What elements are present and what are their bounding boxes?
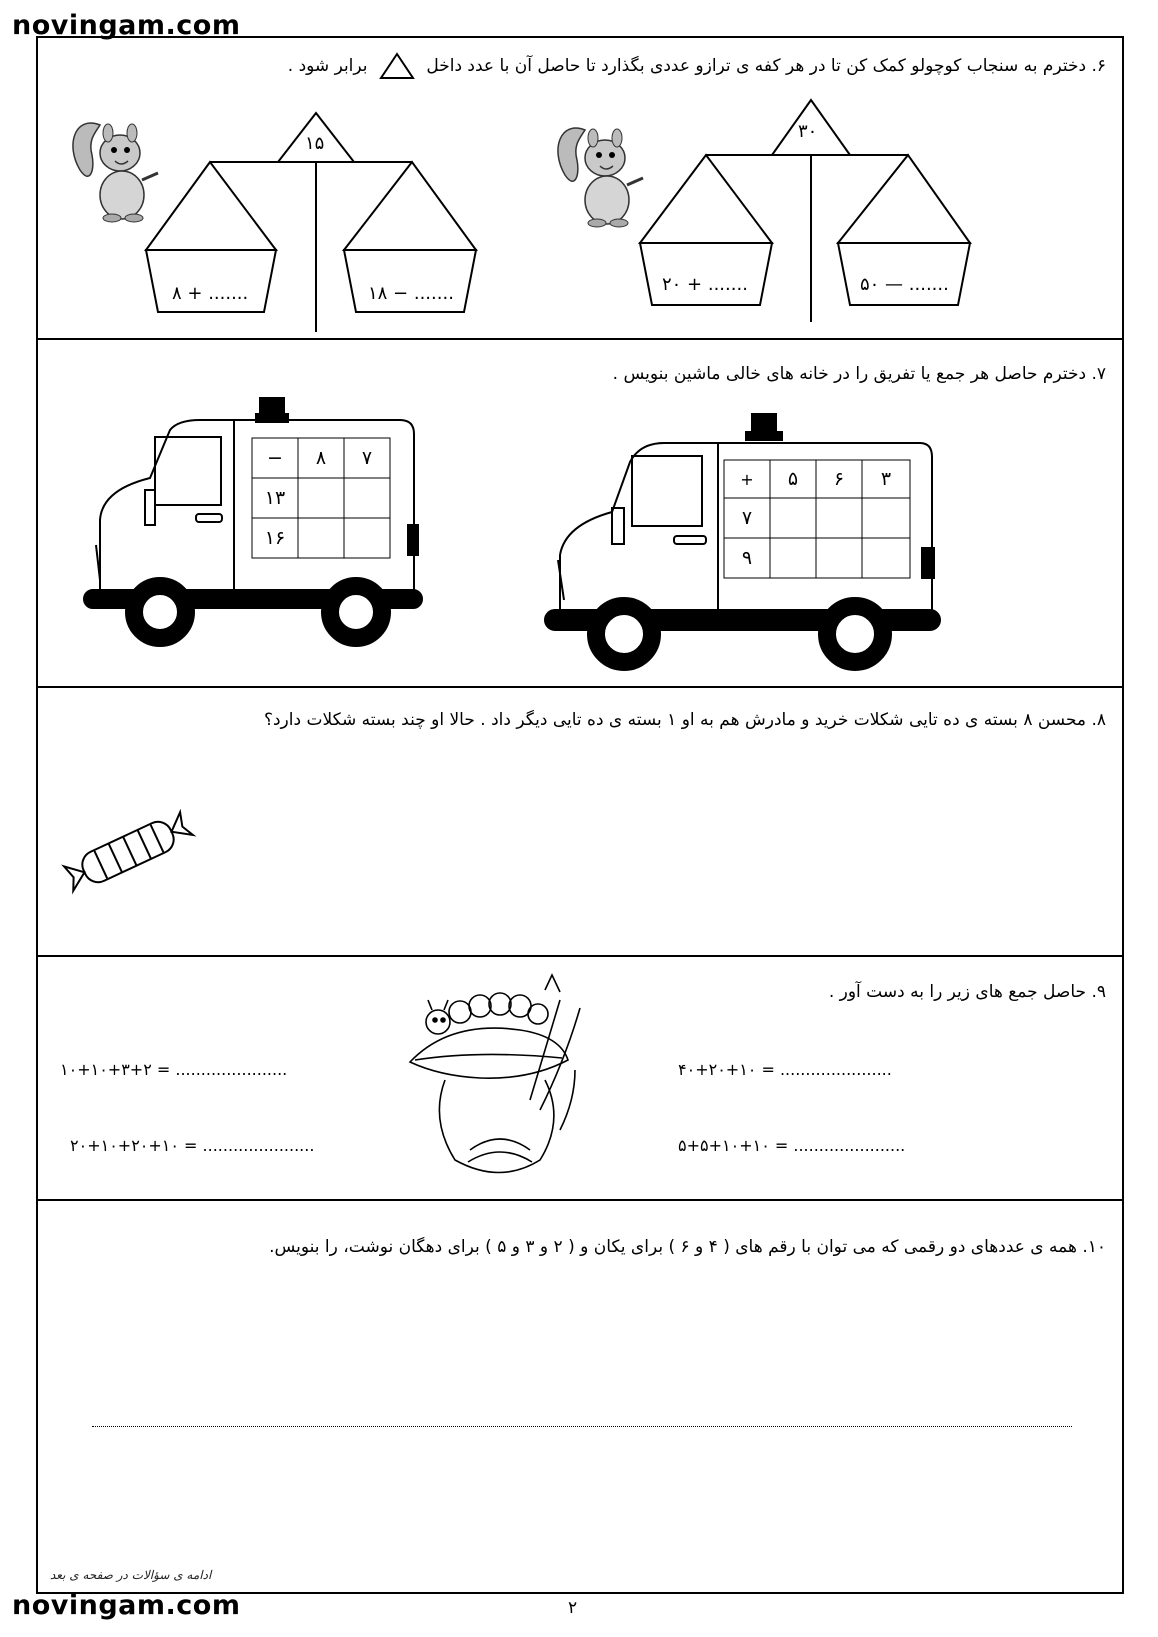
question-9-text: ۹. حاصل جمع های زیر را به دست آور .: [828, 982, 1106, 1002]
equation-2: ۱۰+۱۰+۳+۲ = ......................: [60, 1060, 288, 1079]
equation-1: ۴۰+۲۰+۱۰ = ......................: [678, 1060, 892, 1079]
truck-right-header-cell: ۶: [833, 468, 845, 490]
truck-left-operator: −: [267, 447, 283, 469]
equation-3: ۵+۵+۱۰+۱۰ = ......................: [678, 1136, 906, 1155]
question-7-text: ۷. دخترم حاصل هر جمع یا تفریق را در خانه های خالی ماشین بنویس .: [612, 364, 1106, 384]
scale-left-pan-1: ۸ + .......: [172, 283, 249, 304]
equation-4: ۲۰+۱۰+۲۰+۱۰ = ......................: [70, 1136, 315, 1155]
scale-right-pan-2: ۵۰ — .......: [860, 274, 949, 295]
truck-right-operator: +: [740, 469, 754, 489]
question-10-text: ۱۰. همه ی عددهای دو رقمی که می توان با رقم های ( ۴ و ۶ ) برای یکان و ( ۲ و ۳ و ۵ ) برای دهگان نوشت، را بنویس.: [269, 1237, 1106, 1257]
truck-left-row-cell: ۱۳: [264, 487, 286, 509]
truck-left-header-cell: ۷: [361, 447, 373, 469]
question-8-text: ۸. محسن ۸ بسته ی ده تایی شکلات خرید و مادرش هم به او ۱ بسته ی ده تایی دیگر داد . حالا او چند بسته شکلات دارد؟: [263, 710, 1106, 730]
scale-right-target: ۳۰: [798, 121, 818, 142]
watermark-bottom: novingam.com: [12, 1590, 241, 1621]
truck-right-row-cell: ۷: [741, 507, 753, 529]
question-6-text: ۶. دخترم به سنجاب کوچولو کمک کن تا در هر کفه ی ترازو عددی بگذارد تا حاصل آن با عدد داخل برابر شود .: [288, 52, 1106, 80]
scale-left-target: ۱۵: [305, 133, 325, 154]
truck-right-header-cell: ۳: [880, 468, 892, 490]
watermark-top: novingam.com: [12, 10, 241, 41]
continued-note: ادامه ی سؤالات در صفحه ی بعد: [50, 1568, 212, 1582]
page-number: ۲: [568, 1598, 578, 1618]
truck-left-row-cell: ۱۶: [264, 527, 286, 549]
truck-right-header-cell: ۵: [787, 468, 799, 490]
truck-right-row-cell: ۹: [741, 547, 753, 569]
scale-left-pan-2: ۱۸ − .......: [368, 283, 454, 304]
scale-right-pan-1: ۲۰ + .......: [662, 274, 748, 295]
truck-left-header-cell: ۸: [315, 447, 327, 469]
answer-line[interactable]: [92, 1426, 1072, 1427]
